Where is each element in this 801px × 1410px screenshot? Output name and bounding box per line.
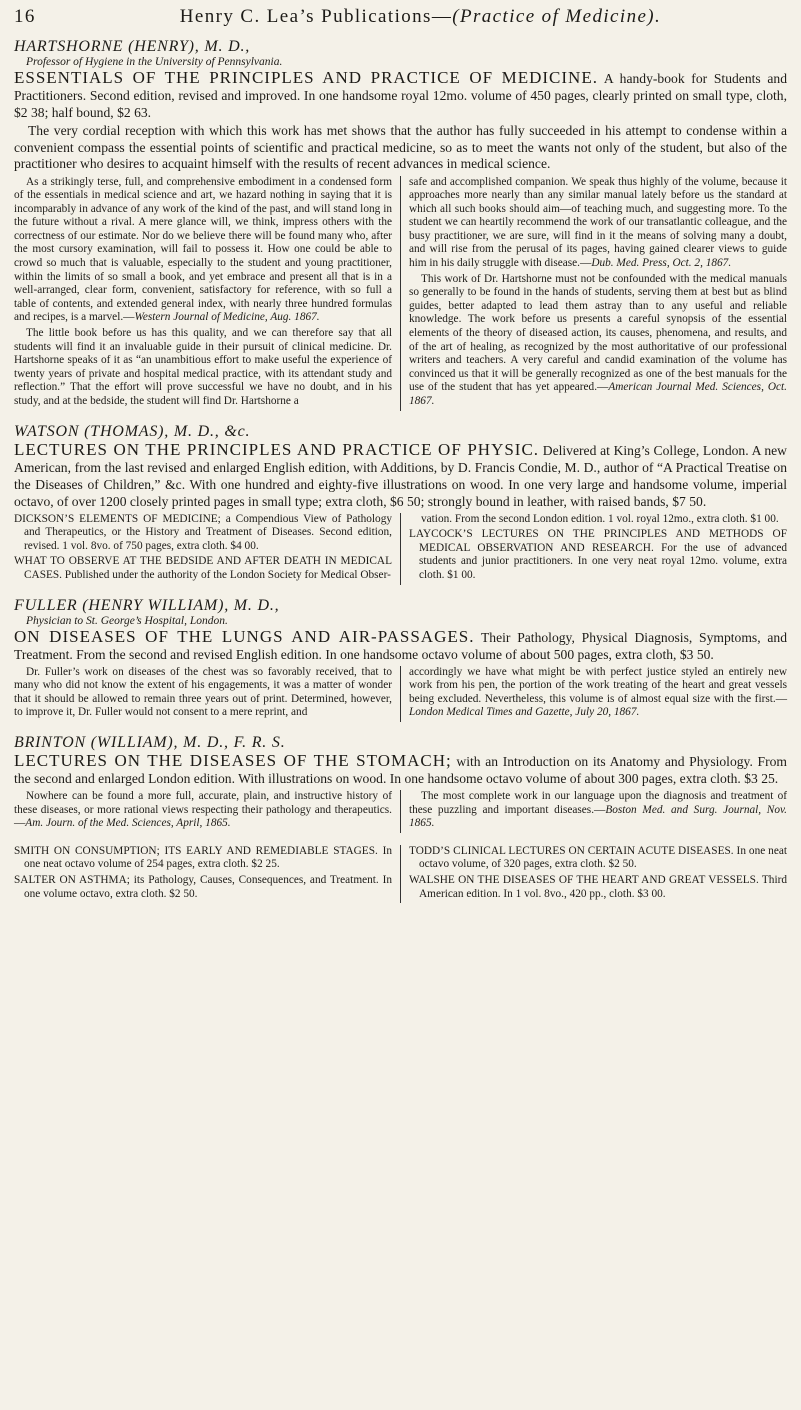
review-text: Dr. Fuller’s work on diseases of the chest was so favorably received, that to many who did not know the extent of his engagements, it was a matter of wonder that it should be allowed to remain three years out of print. Determined, however, to improve it, Dr. Fuller would not consent to a mere reprint, and: [14, 665, 392, 719]
book-entry-watson: [14, 423, 787, 585]
review-columns: [14, 176, 787, 411]
related-book: [14, 555, 392, 582]
book-title: [14, 752, 787, 787]
review-text: As a strikingly terse, full, and comprehensive embodiment in a condensed form of the essentials in medical science and art, we hazard nothing in saying that it is incomparably in advance of any work of the kind of the past, and will stand long in the future without a rival. A mere glance will, we think, impress others with the correctness of our estimate. Nor do we believe there will be found many who, after the most cursory examination, will fail to possess it. How one could be able to crowd so much that is valuable, especially to the student and young practitioner, within the limits of so small a book, and yet embrace and present all that is in a well-arranged, clear form, convenient, satisfactory for reference, with so full a table of contents, and extended general index, with nearly three hundred formulas and recipes, is a marvel.—: [14, 175, 392, 324]
related-book: [409, 874, 787, 901]
book-entry-brinton: [14, 734, 787, 833]
review-paragraph: [409, 176, 787, 271]
book-entry-fuller: [14, 597, 787, 722]
review-paragraph: [409, 790, 787, 831]
related-book-text: vation. From the second London edition. 1 vol. royal 12mo., extra cloth. $1 00.: [421, 512, 779, 525]
review-source: Western Journal of Medicine, Aug. 1867.: [134, 311, 320, 324]
related-book-text: TODD’S CLINICAL LECTURES ON CERTAIN ACUTE DISEASES. In one neat octavo volume, of 320 pages, extra cloth. $2 50.: [409, 844, 787, 871]
review-text: The little book before us has this quality, and we can therefore say that all students will find it an invaluable guide in their pursuit of clinical medicine. Dr. Hartshorne speaks of it as “an unambitious effort to make useful the experience of twenty years of private and hospital medical practice, with its attendant study and reflection.” That the effort will prove successful we have no doubt, and in his study, and at the bedside, the student will find Dr. Hartshorne a: [14, 327, 392, 407]
book-title-caps: LECTURES ON THE DISEASES OF THE STOMACH;: [14, 750, 452, 770]
book-title-caps: ON DISEASES OF THE LUNGS AND AIR-PASSAGES.: [14, 626, 475, 646]
header-dash: —: [431, 6, 453, 27]
book-description: with an Introduction on its Anatomy and Physiology. From the second and enlarged London edition. With illustrations on wood. In one handsome octavo volume of about 300 pages, extra cloth. $3 25.: [14, 753, 787, 786]
related-book-text: WHAT TO OBSERVE AT THE BEDSIDE AND AFTER DEATH IN MEDICAL CASES. Published under the authority of the London Society for Medical Obser-: [14, 555, 392, 581]
review-columns: [14, 790, 787, 833]
review-paragraph: [409, 666, 787, 720]
review-text: Nowhere can be found a more full, accurate, plain, and instructive history of these diseases, or more rational views respecting their pathology and therapeutics.—: [14, 789, 392, 830]
review-source: Boston Med. and Surg. Journal, Nov. 1865.: [409, 803, 787, 830]
related-book-text: SALTER ON ASTHMA; its Pathology, Causes, Consequences, and Treatment. In one volume octavo, extra cloth. $2 50.: [14, 873, 392, 900]
author-affiliation: Physician to St. George’s Hospital, London.: [26, 614, 228, 627]
review-text: accordingly we have what might be with perfect justice styled an entirely new work from his pen, the portion of the work treating of the heart and great vessels being excluded. Nevertheless, this volume is of almost equal size with the first.—: [409, 665, 787, 705]
review-column-right: [401, 176, 787, 411]
related-book: [14, 513, 392, 554]
review-column-left: [14, 176, 401, 411]
author-heading: HARTSHORNE (HENRY), M. D.,: [14, 38, 251, 55]
related-book-text: LAYCOCK’S LECTURES ON THE PRINCIPLES AND METHODS OF MEDICAL OBSERVATION AND RESEARCH. For the use of advanced students and junior practitioners. In one very neat royal 12mo. volume, extra cloth. $1 00.: [409, 528, 787, 581]
review-columns: [14, 666, 787, 722]
review-text: This work of Dr. Hartshorne must not be confounded with the medical manuals so generally to be found in the hands of students, serving them at best but as blind guides, better adapted to lead them astray than to any useful and reliable knowledge. The work before us presents a careful synopsis of the essential elements of the theory of diseased action, its causes, phenomena, and results, and of the art of healing, as recognized by the most authoritative of our professional writers and teachers. A very careful and candid examination of the volume has convinced us that it will be generally recognized as one of the best manuals for the use of the student that has yet appeared.—: [409, 272, 787, 394]
book-description: Their Pathology, Physical Diagnosis, Symptoms, and Treatment. From the second and revised English edition. In one handsome octavo volume of about 500 pages, extra cloth, $3 50.: [14, 629, 788, 662]
related-book: [409, 845, 787, 872]
catalog-page: [14, 6, 787, 903]
book-title-caps: LECTURES ON THE PRINCIPLES AND PRACTICE OF PHYSIC.: [14, 439, 540, 459]
review-text: safe and accomplished companion. We speak thus highly of the volume, because it approaches more nearly than any similar manual lately before us the standard at which all such books should aim—of teaching much, and suggesting more. To the student we can heartily recommend the work of our transatlantic colleague, and the busy practitioner, we are sure, will find in it the means of solving many a doubt, and will rise from the perusal of its pages, having gained clearer views to guide him in his daily struggle with disease.—: [409, 175, 787, 270]
review-paragraph: [14, 790, 392, 831]
book-title-caps: ESSENTIALS OF THE PRINCIPLES AND PRACTICE OF MEDICINE.: [14, 68, 598, 87]
review-source: Dub. Med. Press, Oct. 2, 1867.: [591, 257, 732, 270]
book-intro: The very cordial reception with which this work has met shows that the author has fully succeeded in his attempt to condense within a convenient compass the essential points of scientific and practical medicine, so as to meet the wants not only of the student, but also of the practitioner who desires to acquaint himself with the results of recent advances in medical science.: [14, 123, 787, 171]
book-description: A handy-book for Students and Practitioners. Second edition, revised and improved. In one handsome royal 12mo. volume of 450 pages, clearly printed on small type, cloth, $2 38; half bound, $2 63.: [14, 71, 788, 120]
book-description: Delivered at King’s College, London. A new American, from the last revised and enlarged English edition, with Additions, by D. Francis Condie, M. D., author of “A Practical Treatise on the Diseases of Children,” &c. With one hundred and eighty-five illustrations on wood. In one very large and handsome volume, imperial octavo, of over 1200 closely printed pages in small type; extra cloth, $6 50; strongly bound in leather, with raised bands, $7 50.: [14, 442, 787, 509]
review-paragraph: [14, 327, 392, 409]
book-title: [14, 69, 787, 121]
related-book: [14, 845, 392, 872]
author-affiliation: Professor of Hygiene in the University of Pennsylvania.: [26, 56, 283, 68]
publisher-name: Henry C. Lea’s Publications: [179, 6, 432, 27]
review-paragraph: [14, 666, 392, 720]
running-head: [54, 6, 787, 28]
book-title: [14, 628, 787, 663]
book-title: [14, 441, 787, 510]
author-heading: BRINTON (WILLIAM), M. D., F. R. S.: [14, 733, 286, 751]
page-header: [14, 6, 787, 28]
review-text: The most complete work in our language upon the diagnosis and treatment of these puzzling and important diseases.—: [409, 789, 787, 816]
footer-listings: [14, 845, 787, 903]
book-entry-hartshorne: [14, 38, 787, 411]
review-column-left: [14, 790, 401, 833]
review-source: Am. Journ. of the Med. Sciences, April, 1865.: [25, 817, 231, 830]
page-number: 16: [14, 6, 36, 27]
related-book-text: SMITH ON CONSUMPTION; ITS EARLY AND REMEDIABLE STAGES. In one neat octavo volume of 254 pages, extra cloth. $2 25.: [14, 844, 392, 871]
author-heading: FULLER (HENRY WILLIAM), M. D.,: [14, 596, 280, 614]
review-source: American Journal Med. Sciences, Oct. 1867.: [409, 381, 788, 407]
related-book: [409, 513, 787, 527]
section-name: (Practice of Medicine).: [452, 6, 662, 27]
related-column-right: [401, 513, 787, 585]
review-source: London Medical Times and Gazette, July 20, 1867.: [409, 706, 640, 719]
author-heading: WATSON (THOMAS), M. D., &c.: [14, 422, 251, 440]
review-column-left: [14, 666, 401, 722]
related-column-left: [14, 513, 401, 585]
footer-column-right: [401, 845, 787, 903]
related-book: [14, 874, 392, 901]
review-column-right: [401, 666, 787, 722]
review-paragraph: [14, 176, 392, 326]
related-columns: [14, 513, 787, 585]
review-column-right: [401, 790, 787, 833]
review-paragraph: [409, 273, 787, 409]
related-book-text: DICKSON’S ELEMENTS OF MEDICINE; a Compendious View of Pathology and Therapeutics, or the History and Treatment of Diseases. Second edition, revised. 1 vol. 8vo. of 750 pages, extra cloth. $4 00.: [14, 512, 392, 552]
footer-column-left: [14, 845, 401, 903]
related-book: [409, 528, 787, 582]
related-book-text: WALSHE ON THE DISEASES OF THE HEART AND GREAT VESSELS. Third American edition. In 1 vol. 8vo., 420 pp., cloth. $3 00.: [409, 873, 787, 900]
